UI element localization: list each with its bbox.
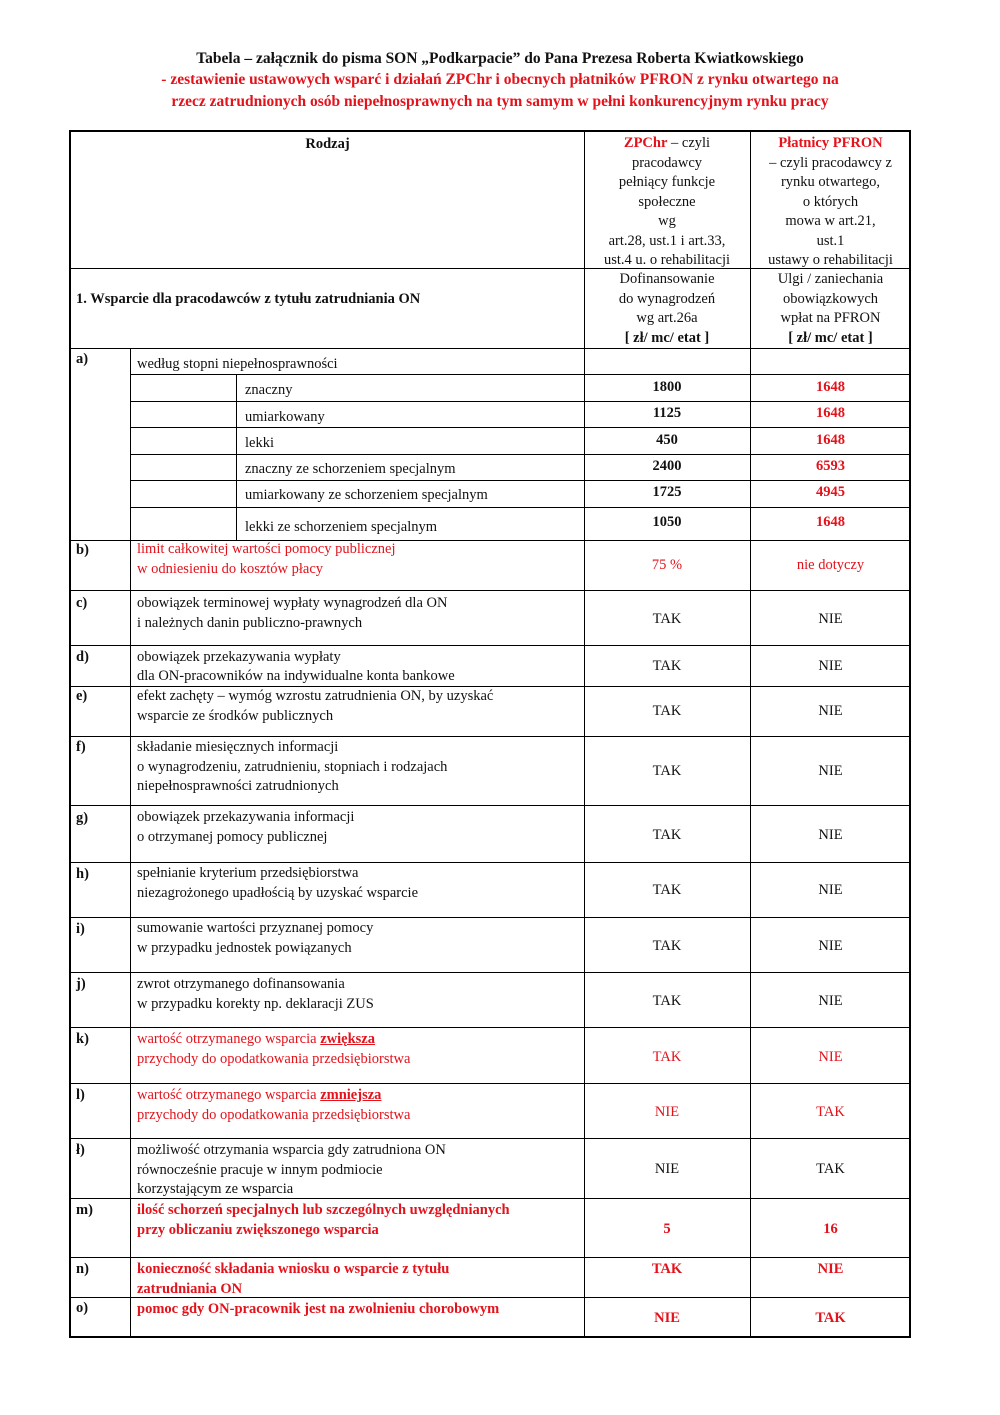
row-text-line: przychody do opodatkowania przedsiębiorstwa <box>137 1106 411 1123</box>
row-text-line: składanie miesięcznych informacji <box>137 739 339 755</box>
zpchr-value: 1725 <box>652 484 682 500</box>
row-text-line: w przypadku korekty np. deklaracji ZUS <box>137 995 374 1012</box>
row-letter: a) <box>76 351 89 367</box>
document-subtitle-line-2: rzecz zatrudnionych osób niepełnosprawnych na tym samym w pełni konkurencyjnym rynku pracy <box>171 93 829 110</box>
row-text-line: niezagrożonego upadłością by uzyskać wsparcie <box>137 884 419 901</box>
pfron-value: NIE <box>818 882 843 898</box>
section-1-pfron-unit: [ zł/ mc/ etat ] <box>788 329 873 346</box>
row-letter: b) <box>76 542 89 558</box>
row-text-line: przychody do opodatkowania przedsiębiorstwa <box>137 1050 411 1067</box>
section-1-pfron-line: wpłat na PFRON <box>780 310 881 326</box>
zpchr-value: 1800 <box>652 379 682 395</box>
pfron-value: NIE <box>818 763 843 779</box>
header-pfron-line: rynku otwartego, <box>780 174 881 190</box>
row-letter: i) <box>76 921 85 937</box>
row-text-line: niepełnosprawności zatrudnionych <box>137 778 339 794</box>
row-text-line: o otrzymanej pomocy publicznej <box>137 828 328 845</box>
row-text-line: efekt zachęty – wymóg wzrostu zatrudnienia ON, by uzyskać <box>137 688 494 704</box>
row-letter: k) <box>76 1031 89 1047</box>
pfron-value: NIE <box>818 658 843 674</box>
pfron-value: 6593 <box>816 458 845 474</box>
row-text-line: obowiązek terminowej wypłaty wynagrodzeń dla ON <box>137 595 448 611</box>
row-text-line: o wynagrodzeniu, zatrudnieniu, stopniach i rodzajach <box>137 758 448 775</box>
row-letter: g) <box>76 810 89 826</box>
zpchr-value: TAK <box>652 763 682 779</box>
document-title: Tabela – załącznik do pisma SON „Podkarpacie” do Pana Prezesa Roberta Kwiatkowskiego <box>196 50 804 67</box>
row-text-line: zatrudniania ON <box>137 1280 243 1297</box>
header-zpchr-line: ust.4 u. o rehabilitacji <box>603 252 731 268</box>
row-letter: o) <box>76 1300 89 1316</box>
row-text-line <box>137 1086 381 1106</box>
row-text-emphasis: zmniejsza <box>320 1087 382 1103</box>
pfron-value: NIE <box>818 993 843 1009</box>
section-1-zpchr-line: wg art.26a <box>636 310 698 326</box>
section-1-pfron-line: Ulgi / zaniechania <box>777 271 884 287</box>
row-a-text: według stopni niepełnosprawności <box>137 356 338 372</box>
zpchr-value: 450 <box>656 432 678 448</box>
row-text-pre: wartość otrzymanego wsparcia <box>137 1031 321 1047</box>
row-letter: h) <box>76 866 89 882</box>
degree-name: lekki ze schorzeniem specjalnym <box>245 519 438 535</box>
row-letter: n) <box>76 1261 89 1277</box>
header-zpchr-line: wg <box>658 213 676 229</box>
zpchr-value: TAK <box>652 658 682 674</box>
zpchr-value: 5 <box>663 1221 671 1237</box>
document-subtitle-line-1: - zestawienie ustawowych wsparć i działań ZPChr i obecnych płatników PFRON z rynku otwartego na <box>161 71 839 88</box>
pfron-value: NIE <box>818 938 843 954</box>
header-pfron-line: ustawy o rehabilitacji <box>768 252 893 268</box>
zpchr-value: TAK <box>652 882 682 898</box>
pfron-value: NIE <box>818 703 843 719</box>
degree-name: lekki <box>245 435 274 451</box>
row-text-line: równocześnie pracuje w innym podmiocie <box>137 1161 383 1178</box>
row-text-line: zwrot otrzymanego dofinansowania <box>137 976 345 992</box>
header-pfron-lead: Płatnicy PFRON <box>778 135 883 151</box>
row-text-line: pomoc gdy ON-pracownik jest na zwolnieniu chorobowym <box>137 1301 500 1317</box>
pfron-value: NIE <box>818 1049 843 1065</box>
degree-name: umiarkowany <box>245 409 325 425</box>
row-letter: ł) <box>76 1142 85 1158</box>
header-zpchr-line: pracodawcy <box>631 154 703 171</box>
pfron-value: 16 <box>823 1221 838 1237</box>
row-text-line: w odniesieniu do kosztów płacy <box>137 560 324 577</box>
row-text-line: limit całkowitej wartości pomocy publicznej <box>137 541 396 557</box>
pfron-value: 1648 <box>816 405 845 421</box>
row-text-line: wsparcie ze środków publicznych <box>137 707 334 724</box>
row-letter: d) <box>76 649 89 665</box>
pfron-value: 4945 <box>816 484 845 500</box>
pfron-value: NIE <box>817 1261 844 1277</box>
row-letter: m) <box>76 1202 93 1218</box>
pfron-value: NIE <box>818 611 843 627</box>
zpchr-value: 2400 <box>652 458 682 474</box>
zpchr-value: TAK <box>652 611 682 627</box>
degree-name: znaczny <box>245 382 293 398</box>
header-pfron-line: o których <box>802 193 859 210</box>
zpchr-value: TAK <box>652 703 682 719</box>
section-1-label: 1. Wsparcie dla pracodawców z tytułu zatrudniania ON <box>76 291 421 307</box>
row-text-line: przy obliczaniu zwiększonego wsparcia <box>137 1221 379 1238</box>
header-rodzaj: Rodzaj <box>305 136 350 152</box>
row-text-line: konieczność składania wniosku o wsparcie z tytułu <box>137 1261 450 1277</box>
zpchr-value: TAK <box>652 938 682 954</box>
header-zpchr-rest: – czyli <box>667 135 711 151</box>
row-text-line: sumowanie wartości przyznanej pomocy <box>137 920 374 936</box>
pfron-value: nie dotyczy <box>796 557 865 573</box>
header-pfron-line: ust.1 <box>816 232 845 249</box>
row-letter: c) <box>76 595 88 611</box>
zpchr-value: NIE <box>654 1310 680 1326</box>
row-text-line <box>137 1030 375 1050</box>
section-1-zpchr-line: Dofinansowanie <box>619 271 715 287</box>
pfron-value: 1648 <box>816 514 845 530</box>
zpchr-value: TAK <box>652 1049 682 1065</box>
row-text-line: obowiązek przekazywania informacji <box>137 809 355 825</box>
pfron-value: 1648 <box>816 379 845 395</box>
section-1-zpchr-unit: [ zł/ mc/ etat ] <box>624 329 710 346</box>
row-text-line: i należnych danin publiczno-prawnych <box>137 614 363 631</box>
row-text-line: obowiązek przekazywania wypłaty <box>137 649 341 665</box>
header-zpchr-lead: ZPChr <box>623 135 668 151</box>
zpchr-value: NIE <box>654 1161 680 1177</box>
row-text-line: korzystającym ze wsparcia <box>137 1181 294 1197</box>
header-pfron-line: mowa w art.21, <box>785 213 876 229</box>
row-text-pre: wartość otrzymanego wsparcia <box>137 1087 321 1103</box>
zpchr-value: TAK <box>652 993 682 1009</box>
zpchr-value: 1125 <box>652 405 682 421</box>
zpchr-value: NIE <box>654 1104 680 1120</box>
pfron-value: TAK <box>816 1104 845 1120</box>
degree-name: umiarkowany ze schorzeniem specjalnym <box>245 487 488 503</box>
header-pfron-line: – czyli pracodawcy z <box>769 154 892 171</box>
pfron-value: NIE <box>818 827 843 843</box>
section-1-zpchr-line: do wynagrodzeń <box>618 290 716 307</box>
header-zpchr-line: społeczne <box>638 193 696 210</box>
zpchr-value: 1050 <box>652 514 682 530</box>
pfron-value: TAK <box>815 1310 846 1326</box>
header-zpchr-line: art.28, ust.1 i art.33, <box>608 232 726 249</box>
row-text-emphasis: zwiększa <box>320 1031 375 1047</box>
row-letter: j) <box>76 976 86 992</box>
row-letter: l) <box>76 1087 85 1103</box>
row-text-line: spełnianie kryterium przedsiębiorstwa <box>137 865 359 881</box>
degree-name: znaczny ze schorzeniem specjalnym <box>245 461 456 477</box>
header-zpchr-first-line <box>585 134 749 154</box>
zpchr-value: TAK <box>651 1261 683 1277</box>
zpchr-value: TAK <box>652 827 682 843</box>
row-text-line: możliwość otrzymania wsparcia gdy zatrudniona ON <box>137 1142 446 1158</box>
row-text-line: w przypadku jednostek powiązanych <box>137 939 352 956</box>
row-letter: f) <box>76 739 86 755</box>
row-text-line: ilość schorzeń specjalnych lub szczególnych uwzględnianych <box>137 1202 510 1218</box>
row-text-line: dla ON-pracowników na indywidualne konta bankowe <box>137 668 455 684</box>
pfron-value: TAK <box>816 1161 845 1177</box>
row-letter: e) <box>76 688 88 704</box>
header-zpchr-line: pełniący funkcje <box>618 174 716 190</box>
pfron-value: 1648 <box>816 432 845 448</box>
zpchr-value: 75 % <box>651 557 683 573</box>
section-1-pfron-line: obowiązkowych <box>782 290 879 307</box>
